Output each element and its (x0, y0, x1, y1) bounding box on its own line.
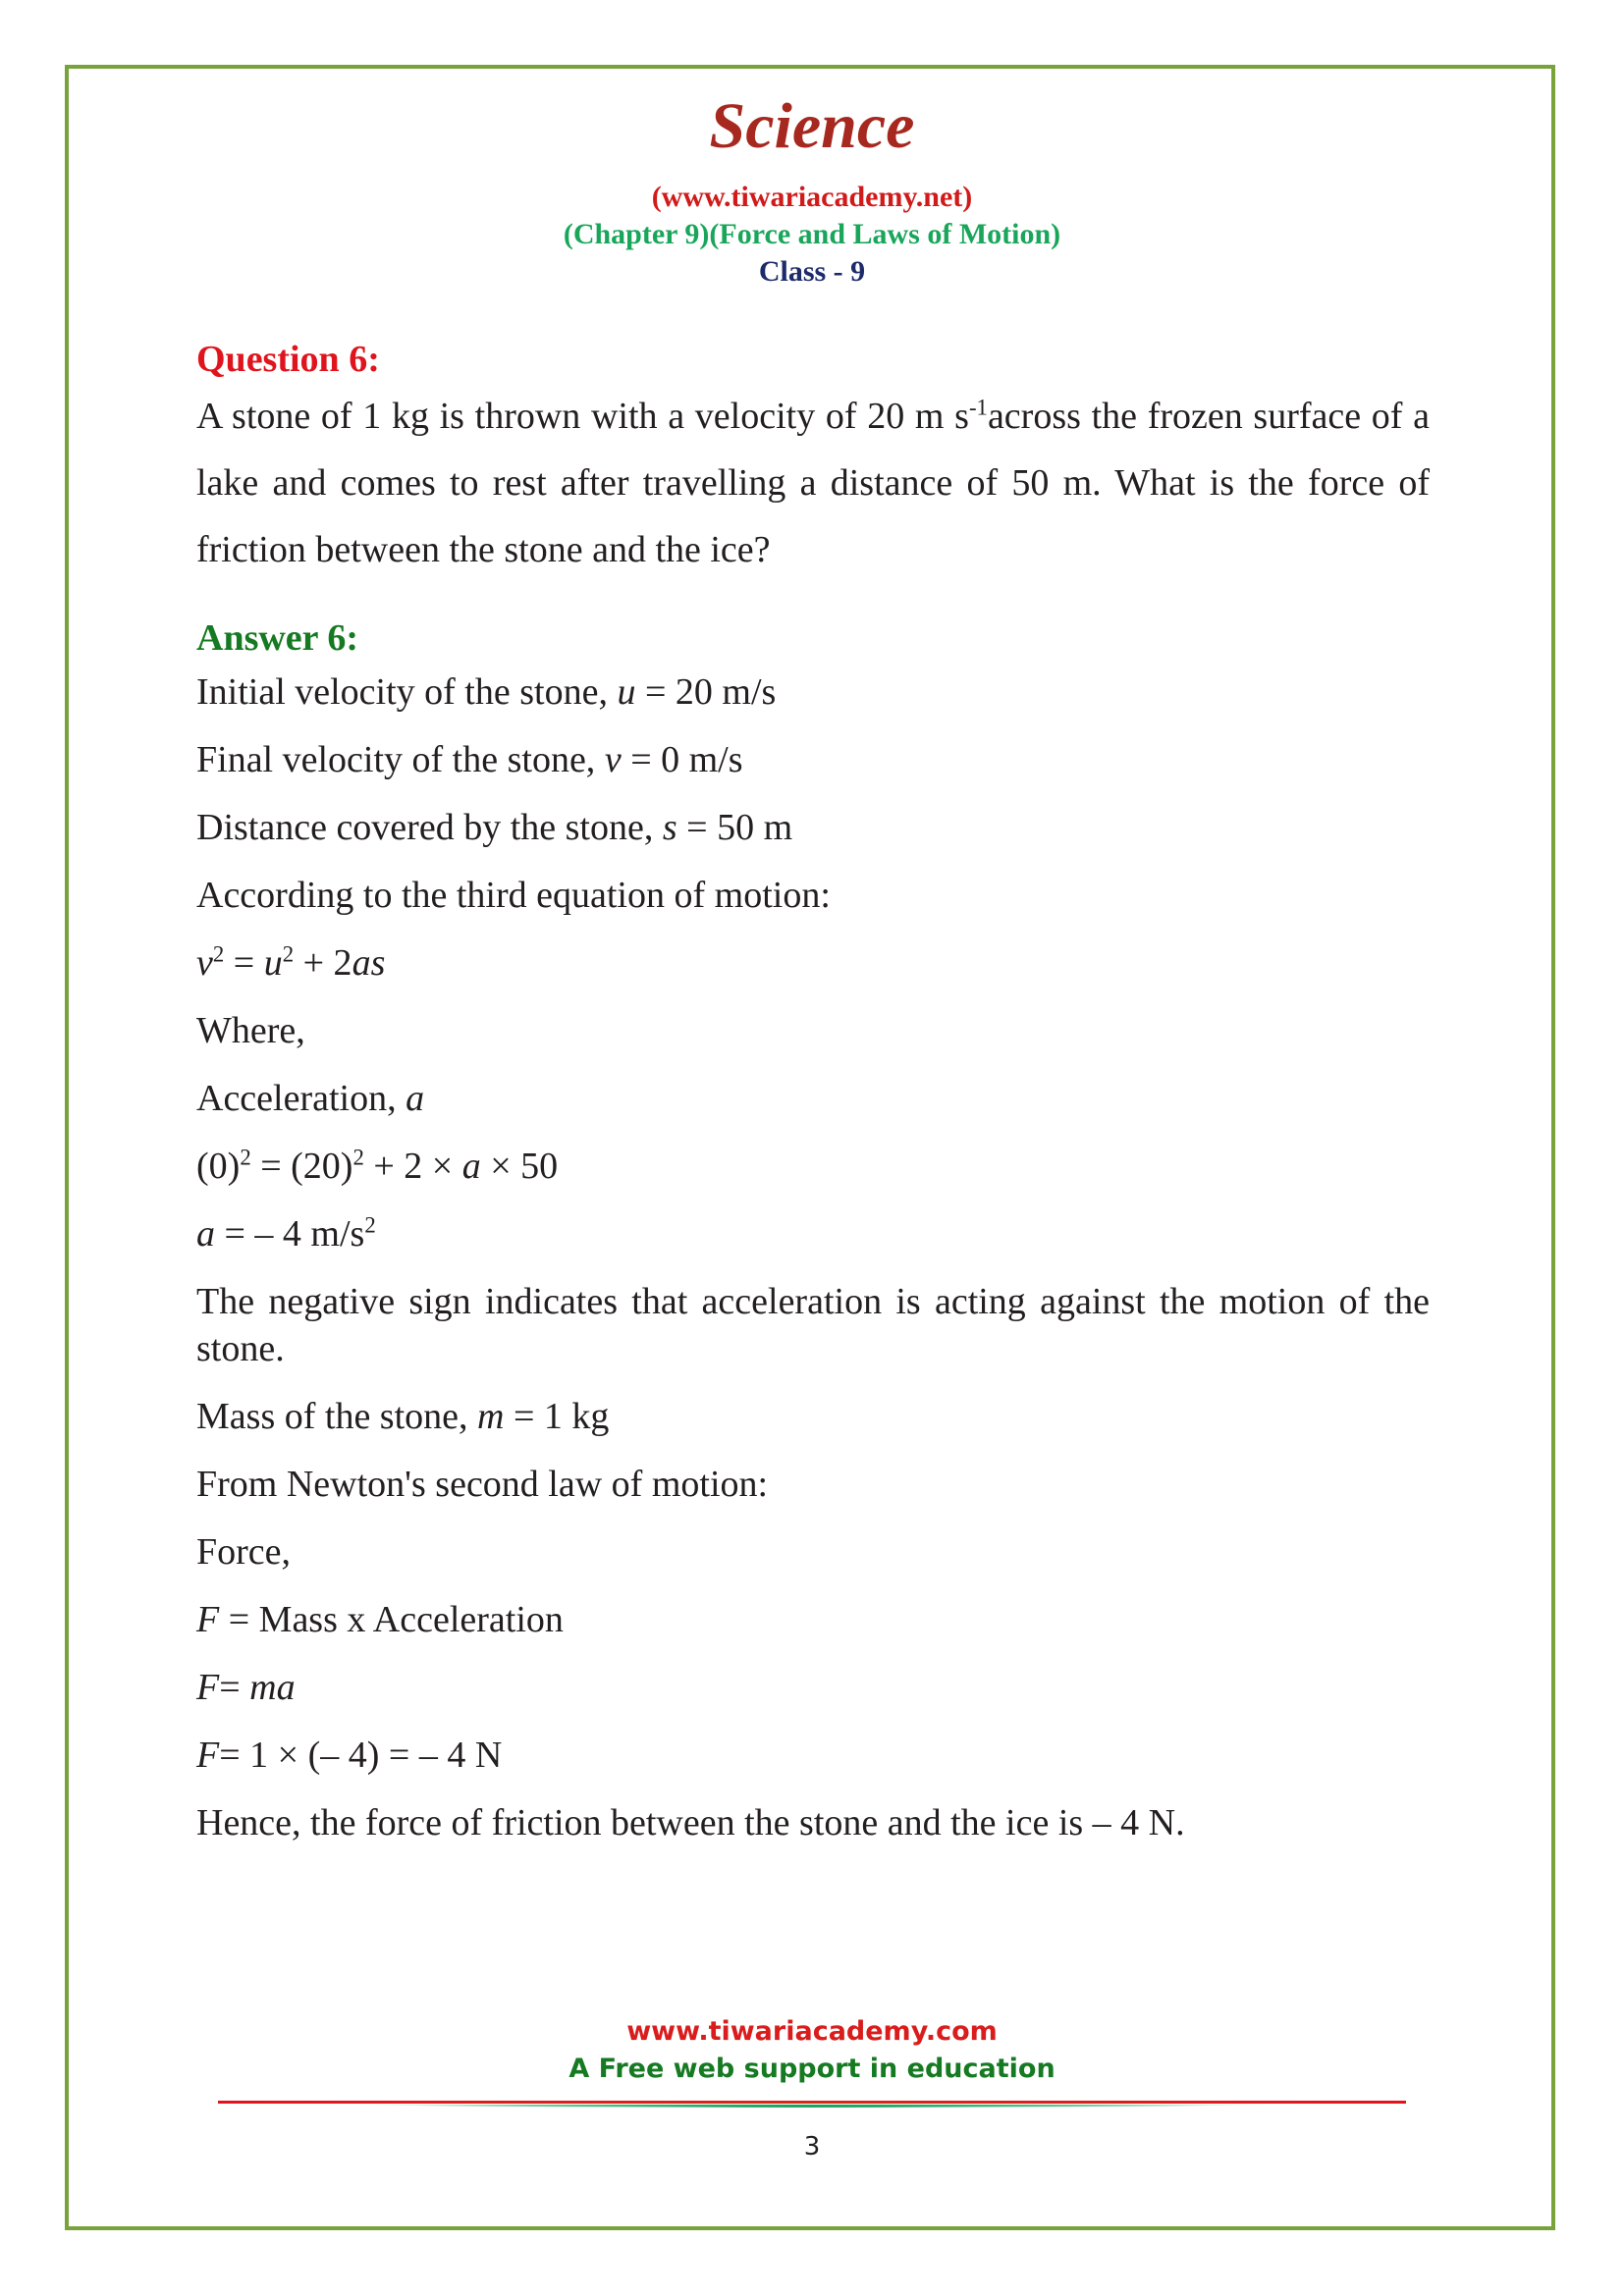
force-eq-3: F= 1 × (– 4) = – 4 N (196, 1735, 503, 1777)
force-eq-1: F = Mass x Acceleration (196, 1599, 564, 1641)
question-heading: Question 6: (196, 339, 380, 380)
page-title: Science (709, 90, 915, 162)
force-eq-2: F= ma (196, 1667, 296, 1709)
footer-tagline: A Free web support in education (568, 2054, 1056, 2084)
header-site: (www.tiwariacademy.net) (651, 181, 973, 213)
third-equation-intro: According to the third equation of motion: (196, 875, 831, 917)
third-equation: $v^2 = u^2 + 2as$ (196, 941, 386, 985)
footer-site: www.tiwariacademy.com (626, 2016, 998, 2047)
initial-velocity: Initial velocity of the stone, u = 20 m/s (196, 671, 777, 714)
mass: Mass of the stone, m = 1 kg (196, 1396, 610, 1438)
answer-heading: Answer 6: (196, 616, 359, 659)
final-velocity: Final velocity of the stone, v = 0 m/s (196, 739, 743, 781)
page-number: 3 (803, 2132, 821, 2162)
footer-divider (218, 2099, 1406, 2112)
where-label: Where, (196, 1010, 305, 1052)
newton-intro: From Newton's second law of motion: (196, 1464, 769, 1506)
acceleration-result: a = – 4 $m/s^2$ (196, 1212, 376, 1255)
conclusion: Hence, the force of friction between the stone and the ice is – 4 N. (196, 1802, 1185, 1844)
distance: Distance covered by the stone, s = 50 m (196, 807, 793, 849)
content (196, 338, 1430, 1867)
substitution: $(0)^2 = (20)^2 + 2 \times a \times 50$ (196, 1145, 559, 1188)
negative-sign-note: The negative sign indicates that acceleration is acting against the motion of the stone. (196, 1281, 1430, 1370)
header-chapter: (Chapter 9)(Force and Laws of Motion) (563, 218, 1061, 250)
question-text: A stone of 1 kg is thrown with a velocity of 20 m $s^{-1}across$ the frozen surface of a lake and comes to rest after travelling a distance of 50 m. What is the force of friction between the stone and the ice? (196, 394, 1430, 570)
force-label: Force, (196, 1531, 292, 1574)
header-class: Class - 9 (758, 255, 866, 288)
acceleration-label: Acceleration, a (196, 1078, 425, 1120)
